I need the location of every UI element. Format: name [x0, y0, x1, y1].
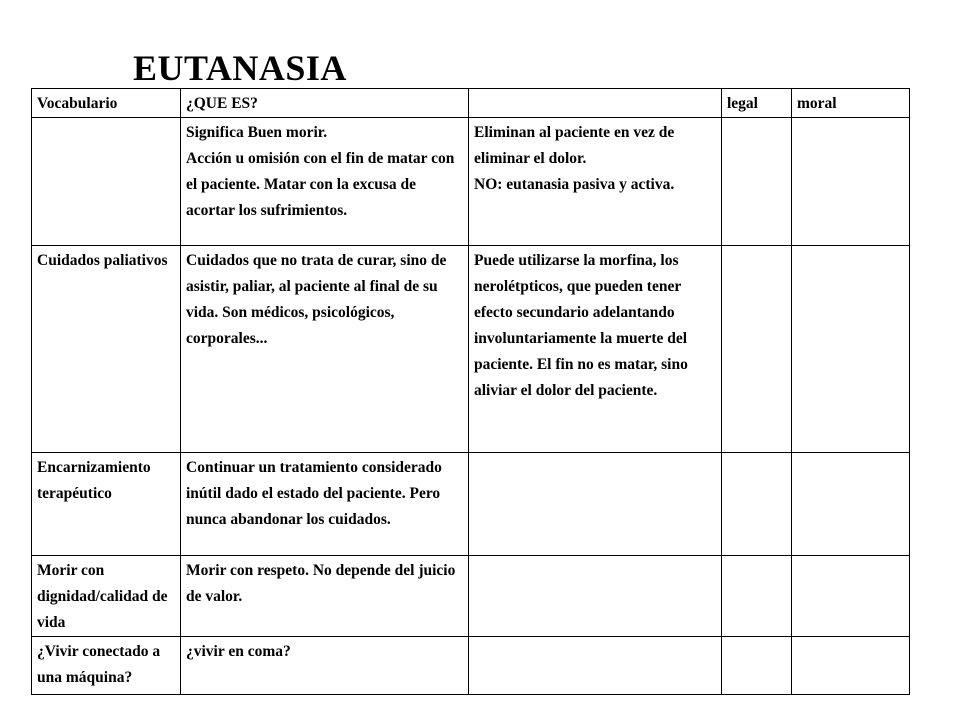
table-row: [32, 453, 910, 556]
row-legal[interactable]: [722, 453, 792, 556]
row-term: Encarnizamiento terapéutico: [32, 453, 181, 556]
table-row: [32, 556, 910, 637]
row-moral[interactable]: [792, 453, 910, 556]
header-que-es: ¿QUE ES?: [181, 89, 469, 118]
row-term: Morir con dignidad/calidad de vida: [32, 556, 181, 637]
row-moral[interactable]: [792, 246, 910, 453]
row-definition: Significa Buen morir. Acción u omisión con el fin de matar con el paciente. Matar con la excusa de acortar los sufrimientos.: [181, 118, 469, 246]
row-definition: Morir con respeto. No depende del juicio de valor.: [181, 556, 469, 637]
row-moral[interactable]: [792, 637, 910, 695]
row-term: Cuidados paliativos: [32, 246, 181, 453]
row-notes: [469, 453, 722, 556]
table-header-row: [32, 89, 910, 118]
page-title: EUTANASIA: [133, 48, 347, 88]
header-moral: moral: [792, 89, 910, 118]
header-vocabulario: Vocabulario: [32, 89, 181, 118]
row-legal[interactable]: [722, 118, 792, 246]
table-row: [32, 118, 910, 246]
header-blank: [469, 89, 722, 118]
row-notes: [469, 556, 722, 637]
row-legal[interactable]: [722, 556, 792, 637]
row-notes: Puede utilizarse la morfina, los nerolétpticos, que pueden tener efecto secundario adelantando involuntariamente la muerte del paciente. El fin no es matar, sino aliviar el dolor del paciente.: [469, 246, 722, 453]
row-term: ¿Vivir conectado a una máquina?: [32, 637, 181, 695]
table-row: [32, 246, 910, 453]
row-notes: Eliminan al paciente en vez de eliminar el dolor. NO: eutanasia pasiva y activa.: [469, 118, 722, 246]
row-legal[interactable]: [722, 246, 792, 453]
table-row: [32, 637, 910, 695]
euthanasia-table: [31, 88, 910, 695]
row-term: [32, 118, 181, 246]
row-legal[interactable]: [722, 637, 792, 695]
row-definition: ¿vivir en coma?: [181, 637, 469, 695]
row-moral[interactable]: [792, 118, 910, 246]
row-moral[interactable]: [792, 556, 910, 637]
row-notes: [469, 637, 722, 695]
row-definition: Continuar un tratamiento considerado inútil dado el estado del paciente. Pero nunca abandonar los cuidados.: [181, 453, 469, 556]
header-legal: legal: [722, 89, 792, 118]
row-definition: Cuidados que no trata de curar, sino de asistir, paliar, al paciente al final de su vida. Son médicos, psicológicos, corporales...: [181, 246, 469, 453]
